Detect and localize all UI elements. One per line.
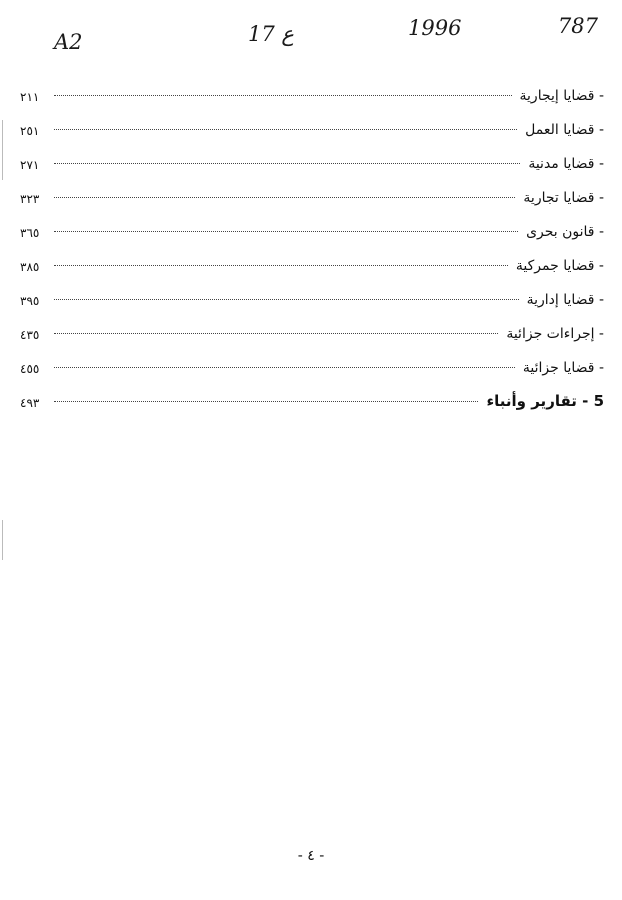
toc-entry-page: ٤٣٥	[20, 328, 40, 342]
dot-leader	[54, 401, 478, 402]
dot-leader	[54, 367, 515, 368]
toc-entry	[20, 342, 604, 376]
toc-entry	[20, 70, 604, 104]
toc-section	[20, 376, 604, 410]
toc-entry-page: ٤٥٥	[20, 362, 40, 376]
toc-entry-title: - قانون بحرى	[526, 224, 604, 240]
toc-section-title: 5 - تقارير وأنباء	[486, 392, 604, 410]
dot-leader	[54, 95, 512, 96]
toc-entry-title: - قضايا إيجارية	[519, 88, 604, 104]
handwritten-code: A2	[54, 30, 83, 54]
toc-entry-page: ٤٩٣	[20, 396, 40, 410]
toc-entry-title: - قضايا جمركية	[515, 258, 604, 274]
toc-entry-title: - قضايا مدنية	[528, 156, 604, 172]
toc-entry-page: ٣٨٥	[20, 260, 40, 274]
toc-entry-page: ٣٦٥	[20, 226, 40, 240]
dot-leader	[54, 299, 519, 300]
toc-entry-page: ٣٢٣	[20, 192, 40, 206]
scan-mark	[2, 120, 3, 180]
toc-entry-title: - إجراءات جزائية	[506, 326, 604, 342]
dot-leader	[54, 333, 498, 334]
dot-leader	[54, 163, 520, 164]
dot-leader	[54, 265, 508, 266]
handwritten-issue: 17 ع	[248, 22, 294, 46]
dot-leader	[54, 231, 518, 232]
toc-entry	[20, 138, 604, 172]
toc-entry-page: ٢٥١	[20, 124, 40, 138]
handwritten-year: 1996	[408, 16, 462, 40]
toc-entry	[20, 308, 604, 342]
toc-entry-page: ٢٧١	[20, 158, 40, 172]
scan-mark	[2, 520, 3, 560]
dot-leader	[54, 197, 515, 198]
toc-entry-page: ٢١١	[20, 90, 40, 104]
handwritten-number: 787	[557, 14, 598, 38]
toc-entry-title: - قضايا العمل	[525, 122, 604, 138]
toc-entry-title: - قضايا تجارية	[523, 190, 604, 206]
toc-entry	[20, 274, 604, 308]
toc-entry-title: - قضايا جزائية	[522, 360, 604, 376]
toc-entry	[20, 172, 604, 206]
toc-entry	[20, 240, 604, 274]
dot-leader	[54, 129, 517, 130]
toc-entry	[20, 206, 604, 240]
page-number: - ٤ -	[297, 848, 325, 864]
table-of-contents	[20, 70, 604, 410]
toc-entry-page: ٣٩٥	[20, 294, 40, 308]
toc-entry-title: - قضايا إدارية	[526, 292, 604, 308]
toc-entry	[20, 104, 604, 138]
